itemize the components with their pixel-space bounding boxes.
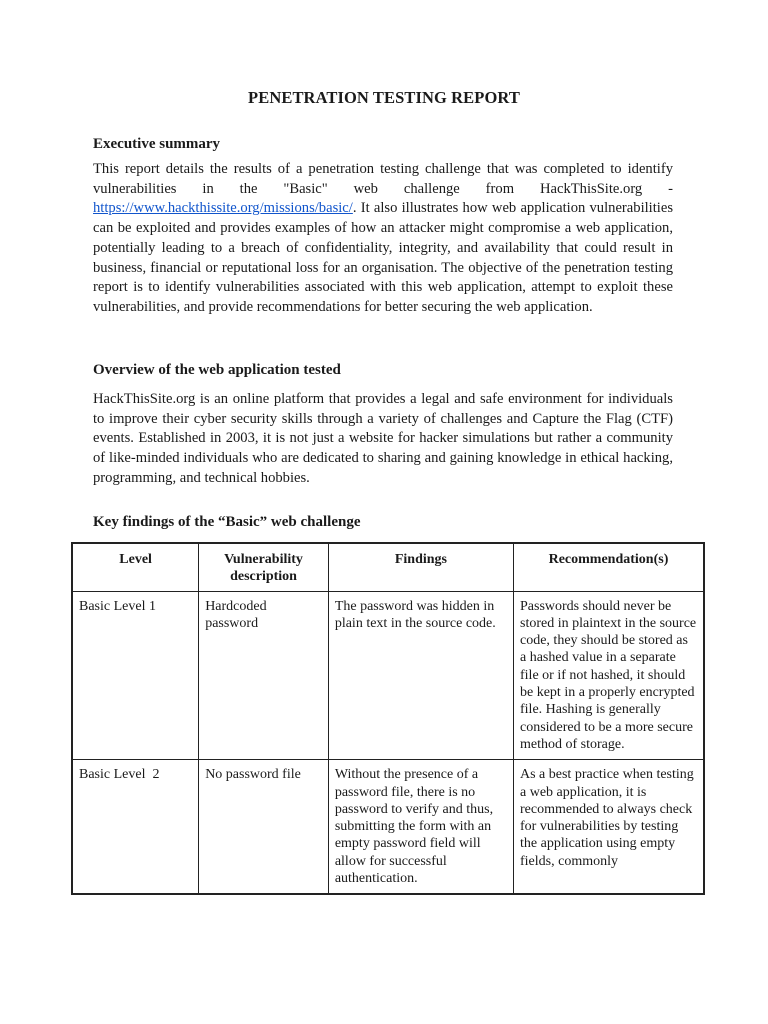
table-row <box>72 760 704 895</box>
table-row <box>72 591 704 760</box>
cell-vulnerability: Hardcoded password <box>199 591 329 760</box>
table-header-row <box>72 543 704 591</box>
hackthissite-basic-link[interactable]: https://www.hackthissite.org/missions/basic/ <box>93 200 353 217</box>
section-heading-overview: Overview of the web application tested <box>93 362 341 378</box>
cell-level: Basic Level 2 <box>72 760 199 895</box>
header-level: Level <box>72 543 199 591</box>
executive-summary-text-1: This report details the results of a penetration testing challenge that was completed to identify vulnerabilities in the "Basic" web challenge from HackThisSite.org - <box>93 161 673 197</box>
header-recommendations: Recommendation(s) <box>514 543 705 591</box>
executive-summary-text-2: . It also illustrates how web application vulnerabilities can be exploited and provides examples of how an attacker might compromise a web application, potentially leading to a breach of confidentiality, integrity, and availability that could result in business, financial or reputational loss for an organisation. The objective of the penetration testing report is to identify vulnerabilities associated with this web application, attempt to exploit these vulnerabilities, and provide recommendations for better securing the web application. <box>93 200 673 315</box>
cell-level: Basic Level 1 <box>72 591 199 760</box>
section-heading-key-findings: Key findings of the “Basic” web challenge <box>93 514 361 530</box>
key-findings-table <box>71 542 705 895</box>
cell-vulnerability: No password file <box>199 760 329 895</box>
cell-recommendation: As a best practice when testing a web application, it is recommended to always check for vulnerabilities by testing the application using empty fields, commonly <box>514 760 705 895</box>
overview-paragraph: HackThisSite.org is an online platform that provides a legal and safe environment for individuals to improve their cyber security skills through a variety of challenges and Capture the Flag (CTF) events. Established in 2003, it is not just a website for hacker simulations but rather a community of like-minded individuals who are dedicated to sharing and gaining knowledge in ethical hacking, programming, and technical hobbies. <box>93 391 673 486</box>
document-title: PENETRATION TESTING REPORT <box>248 88 520 107</box>
cell-findings: The password was hidden in plain text in the source code. <box>328 591 513 760</box>
section-heading-executive-summary: Executive summary <box>93 136 221 152</box>
header-findings: Findings <box>328 543 513 591</box>
cell-recommendation: Passwords should never be stored in plaintext in the source code, they should be stored as a hashed value in a separate file or if not hashed, it should be kept in a properly encrypted file. Hashing is generally considered to be a more secure method of storage. <box>514 591 705 760</box>
header-vulnerability-description: Vulnerability description <box>199 543 329 591</box>
cell-findings: Without the presence of a password file, there is no password to verify and thus, submitting the form with an empty password field will allow for successful authentication. <box>328 760 513 895</box>
executive-summary-paragraph <box>93 160 673 318</box>
